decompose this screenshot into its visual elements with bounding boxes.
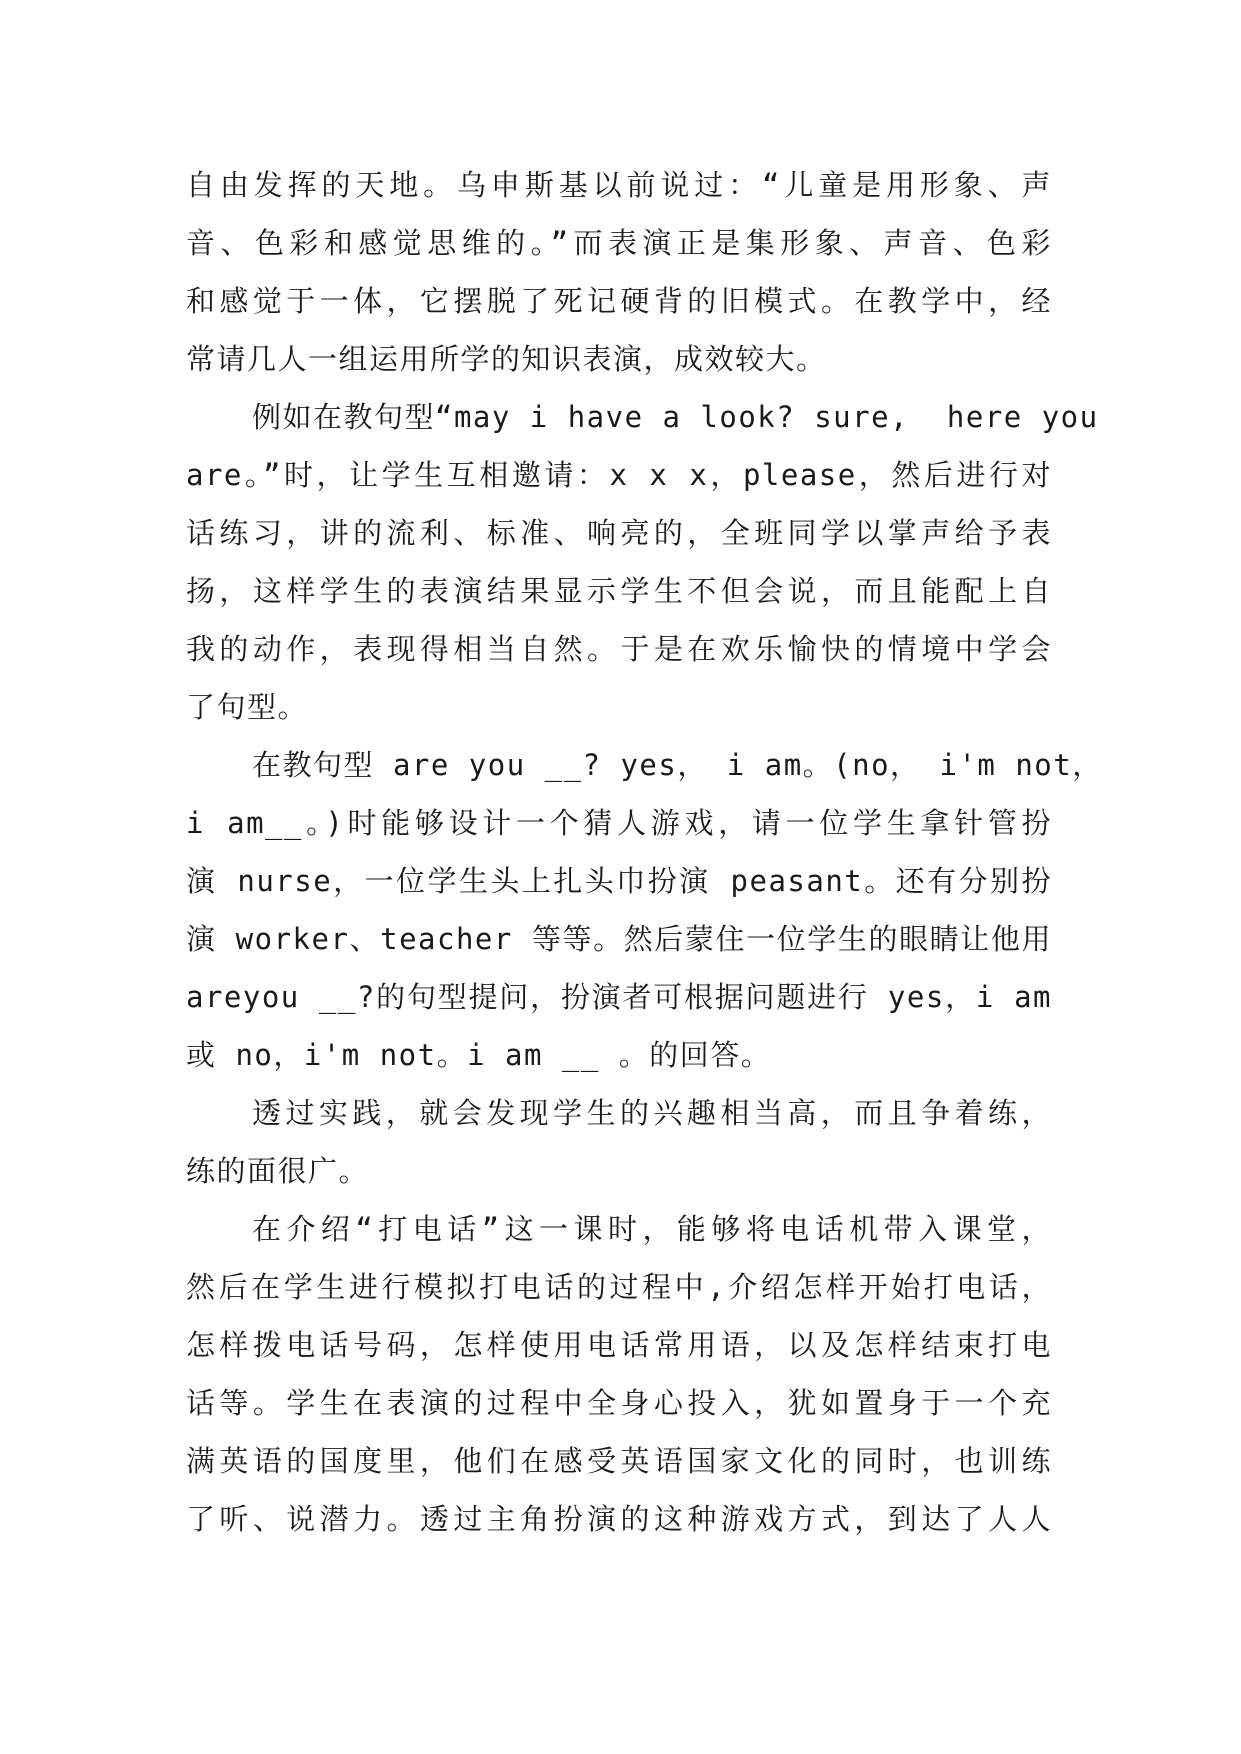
text-line: 在教句型 are you __? yes， i am。(no， i'm not， bbox=[252, 748, 1103, 782]
text-line: 或 no，i'm not。i am __ 。的回答。 bbox=[186, 1038, 772, 1072]
text-line: are。”时，让学生互相邀请：x x x，please，然后进行对 bbox=[186, 458, 1052, 492]
text-line: 扬，这样学生的表演结果显示学生不但会说，而且能配上自 bbox=[186, 574, 1052, 608]
text-line: 怎样拨电话号码，怎样使用电话常用语，以及怎样结束打电 bbox=[186, 1328, 1052, 1362]
text-line: 了句型。 bbox=[186, 690, 309, 724]
text-line: 自由发挥的天地。乌申斯基以前说过：“儿童是用形象、声 bbox=[186, 168, 1052, 202]
text-line: i am__。)时能够设计一个猜人游戏，请一位学生拿针管扮 bbox=[186, 806, 1052, 840]
text-line: 话等。学生在表演的过程中全身心投入，犹如置身于一个充 bbox=[186, 1386, 1052, 1420]
text-line: 透过实践，就会发现学生的兴趣相当高，而且争着练， bbox=[252, 1096, 1052, 1130]
paragraph bbox=[186, 1084, 1052, 1200]
text-line: 在介绍“打电话”这一课时，能够将电话机带入课堂， bbox=[252, 1212, 1052, 1246]
body-text bbox=[186, 156, 1103, 1548]
text-line: 演 nurse，一位学生头上扎头巾扮演 peasant。还有分别扮 bbox=[186, 864, 1052, 898]
text-line: 演 worker、teacher 等等。然后蒙住一位学生的眼睛让他用 bbox=[186, 922, 1052, 956]
text-line: 满英语的国度里，他们在感受英语国家文化的同时，也训练 bbox=[186, 1444, 1052, 1478]
text-line: 常请几人一组运用所学的知识表演，成效较大。 bbox=[186, 342, 827, 376]
text-line: 例如在教句型“may i have a look? sure, here you bbox=[252, 400, 1099, 434]
paragraph bbox=[186, 156, 1052, 388]
text-line: 了听、说潜力。透过主角扮演的这种游戏方式，到达了人人 bbox=[186, 1502, 1052, 1536]
paragraph bbox=[186, 388, 1099, 736]
text-line: 和感觉于一体，它摆脱了死记硬背的旧模式。在教学中，经 bbox=[186, 284, 1052, 318]
text-line: 话练习，讲的流利、标准、响亮的，全班同学以掌声给予表 bbox=[186, 516, 1052, 550]
text-line: 音、色彩和感觉思维的。”而表演正是集形象、声音、色彩 bbox=[186, 226, 1052, 260]
text-line: 然后在学生进行模拟打电话的过程中,介绍怎样开始打电话， bbox=[186, 1270, 1052, 1304]
text-line: areyou __?的句型提问，扮演者可根据问题进行 yes，i am bbox=[186, 980, 1052, 1014]
paragraph bbox=[186, 1200, 1052, 1548]
text-line: 练的面很广。 bbox=[186, 1154, 370, 1188]
paragraph bbox=[186, 736, 1103, 1084]
text-line: 我的动作，表现得相当自然。于是在欢乐愉快的情境中学会 bbox=[186, 632, 1052, 666]
